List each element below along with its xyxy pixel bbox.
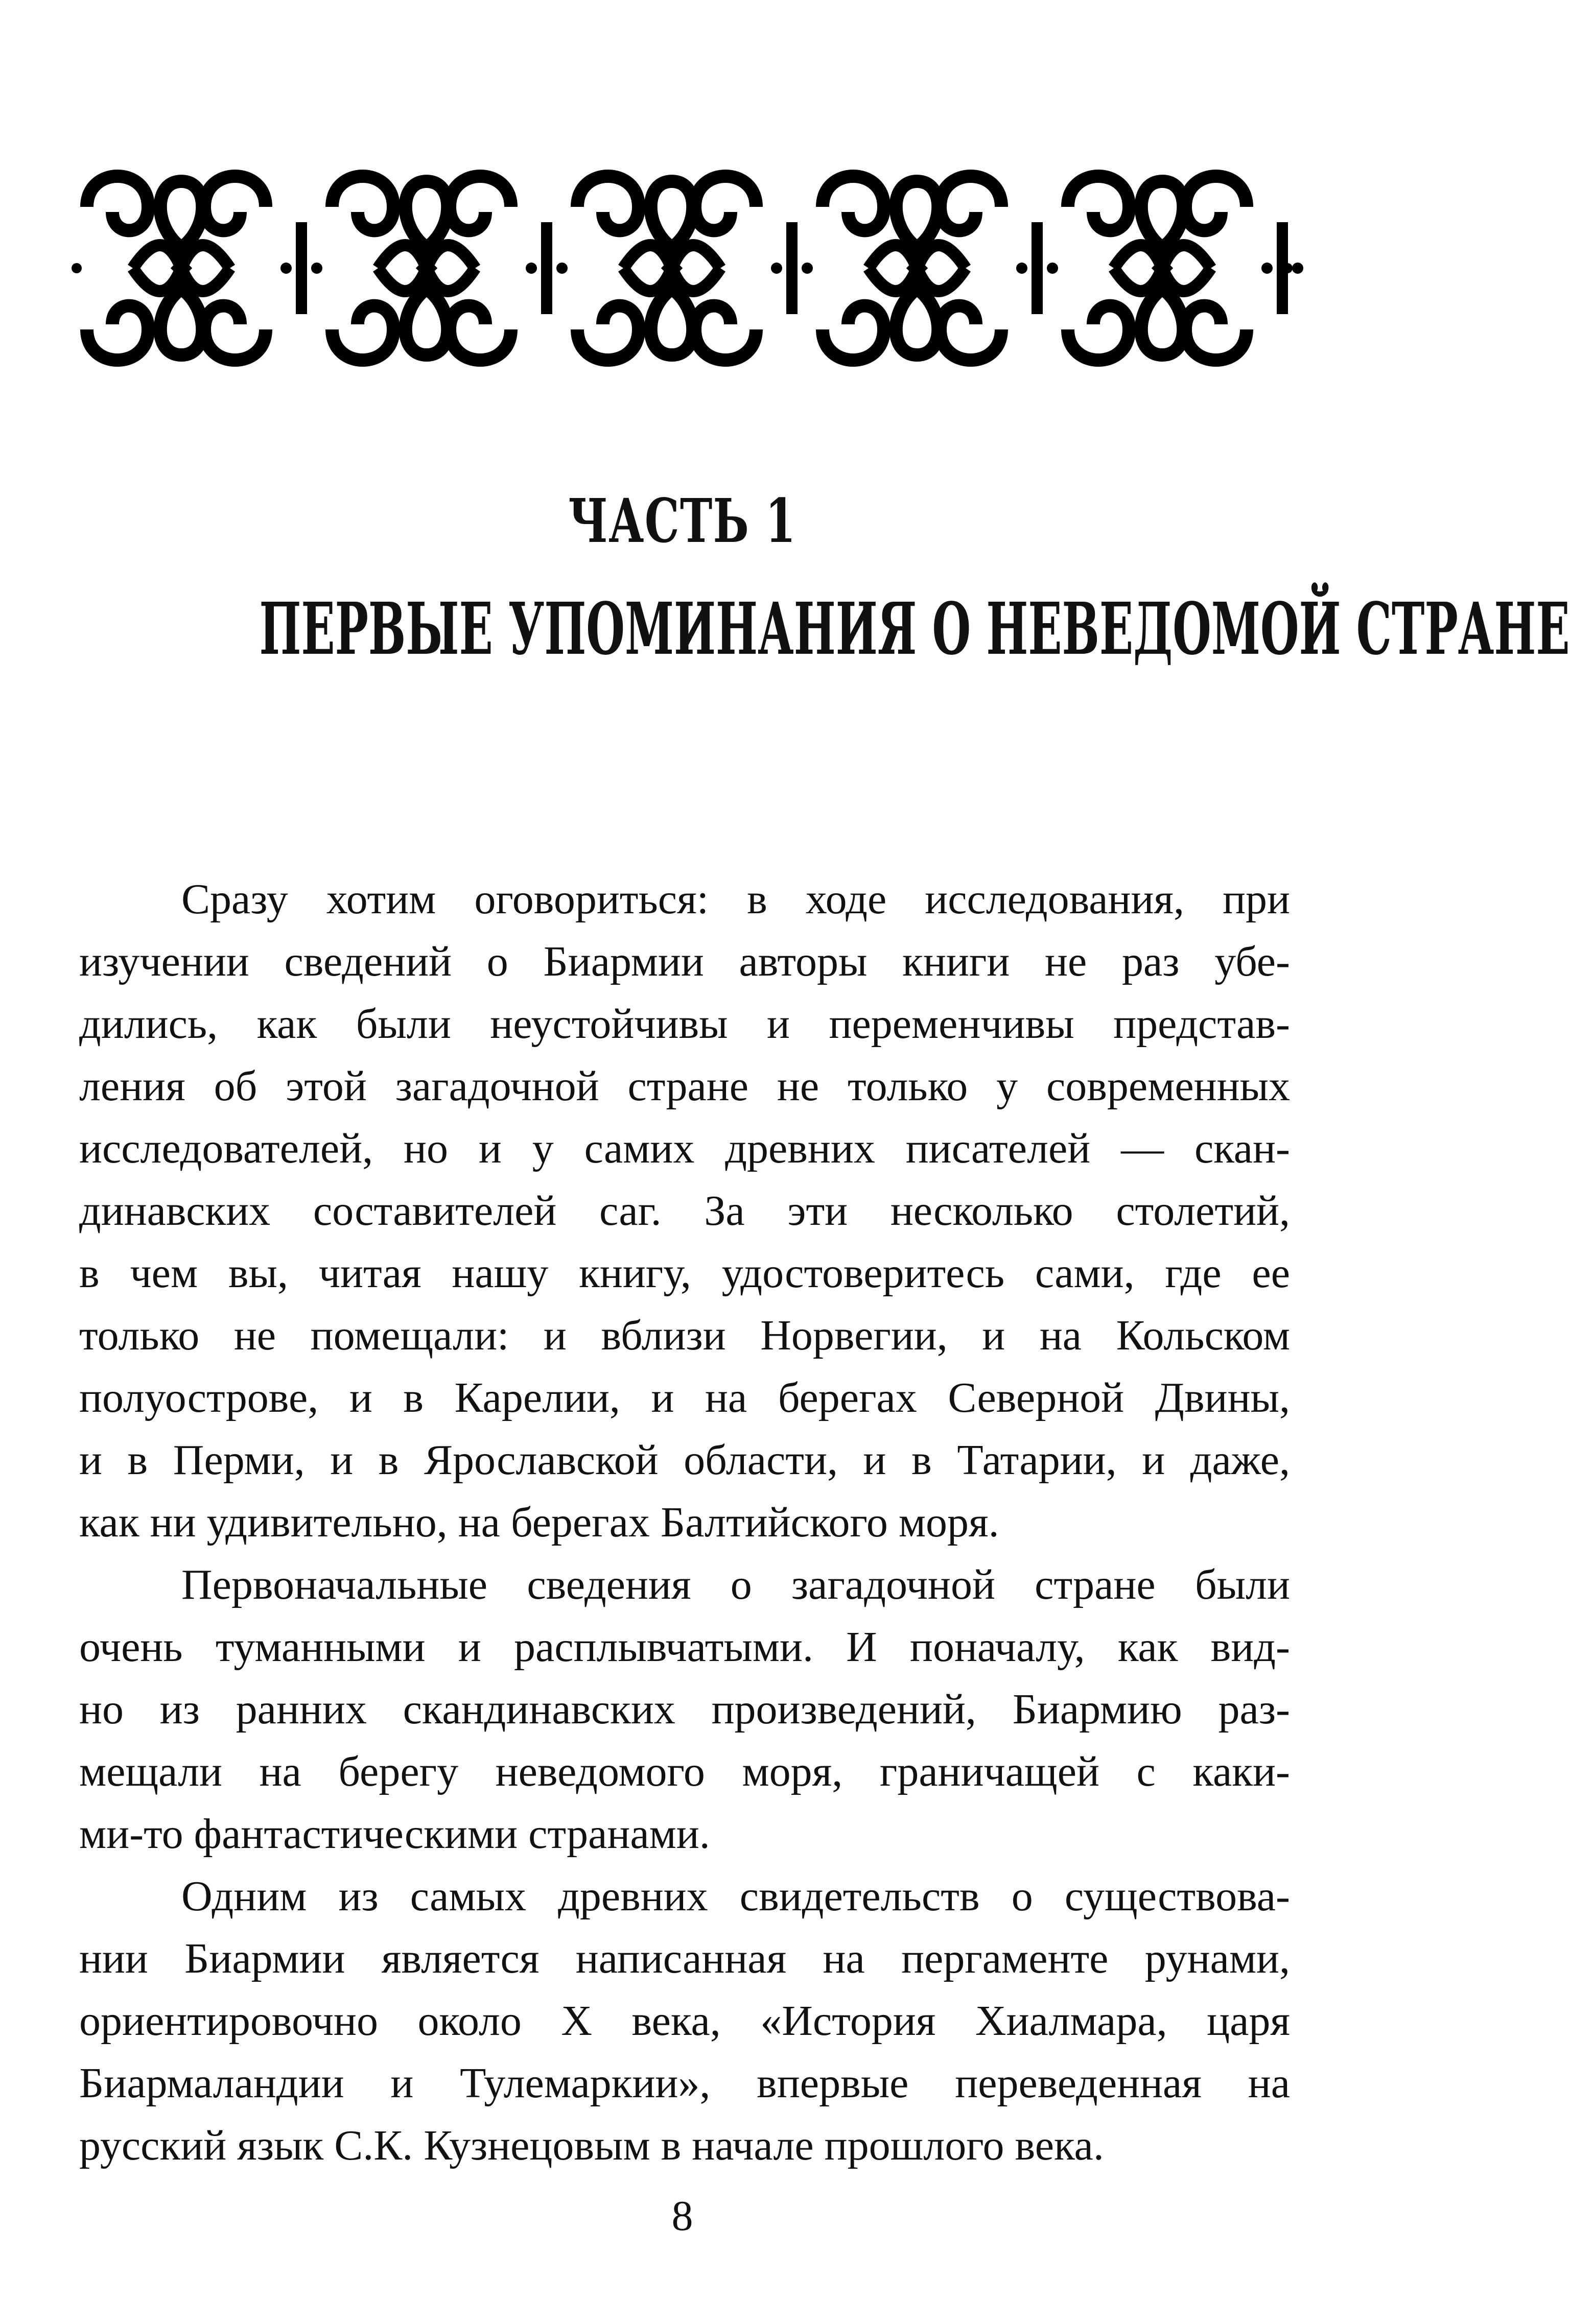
text-line: мещали на берегу неведомого моря, граничащей с каки- bbox=[79, 1748, 1290, 1795]
text-line: полуострове, и в Карелии, и на берегах Северной Двины, bbox=[79, 1374, 1290, 1421]
text-line: ления об этой загадочной стране не только у современных bbox=[79, 1062, 1290, 1110]
text-line: Одним из самых древних свидетельств о существова- bbox=[181, 1872, 1290, 1920]
body-text bbox=[79, 868, 1290, 2177]
text-line: изучении сведений о Биармии авторы книги не раз убе- bbox=[79, 938, 1290, 985]
text-line: нии Биармии является написанная на пергаменте рунами, bbox=[79, 1935, 1290, 1982]
text-line: Сразу хотим оговориться: в ходе исследования, при bbox=[181, 875, 1290, 923]
text-line: динавских составителей саг. За эти несколько столетий, bbox=[79, 1187, 1290, 1235]
text-line: и в Перми, и в Ярославской области, и в Татарии, и даже, bbox=[79, 1436, 1290, 1484]
text-line: как ни удивительно, на берегах Балтийского моря. bbox=[79, 1499, 999, 1546]
text-line: только не помещали: и вблизи Норвегии, и на Кольском bbox=[79, 1312, 1290, 1359]
chapter-title: ПЕРВЫЕ УПОМИНАНИЯ О НЕВЕДОМОЙ СТРАНЕ bbox=[259, 587, 1570, 671]
text-line: ми-то фантастическими странами. bbox=[79, 1810, 710, 1858]
text-line: русский язык С.К. Кузнецовым в начале прошлого века. bbox=[79, 2122, 1104, 2169]
text-line: Биармаландии и Тулемаркии», впервые переведенная на bbox=[79, 2059, 1290, 2107]
text-line: исследователей, но и у самих древних писателей — скан- bbox=[79, 1125, 1290, 1172]
page-number: 8 bbox=[671, 2192, 693, 2240]
part-label: ЧАСТЬ 1 bbox=[568, 485, 796, 556]
text-line: очень туманными и расплывчатыми. И поначалу, как вид- bbox=[79, 1623, 1290, 1671]
text-line: дились, как были неустойчивы и переменчивы представ- bbox=[79, 1000, 1290, 1048]
decorative-knot-border-icon bbox=[72, 146, 1293, 391]
text-line: ориентировочно около X века, «История Хиалмара, царя bbox=[79, 1997, 1290, 2045]
text-line: Первоначальные сведения о загадочной стране были bbox=[181, 1561, 1290, 1608]
text-line: но из ранних скандинавских произведений, Биармию раз- bbox=[79, 1686, 1290, 1733]
text-line: в чем вы, читая нашу книгу, удостоверитесь сами, где ее bbox=[79, 1249, 1290, 1297]
